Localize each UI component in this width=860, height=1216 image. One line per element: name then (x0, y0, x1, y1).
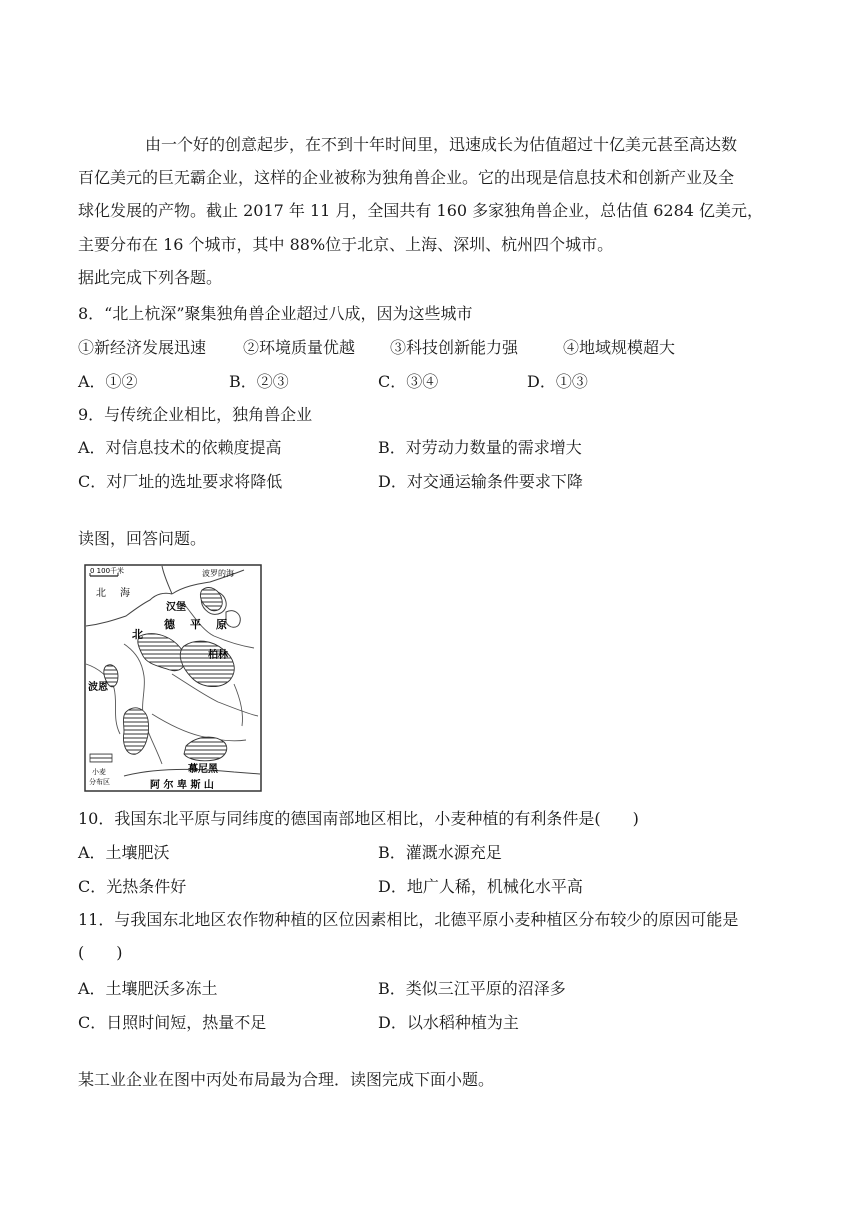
final-question-intro: 某工业企业在图中丙处布局最为合理．读图完成下面小题。 (78, 1070, 495, 1089)
legend-label-1: 小麦 (92, 768, 106, 776)
label-plain-4: 原 (216, 618, 227, 631)
label-plain-3: 平 (190, 618, 201, 631)
q11-option-c[interactable]: C．日照时间短，热量不足 (78, 1013, 267, 1032)
q10-stem: 10．我国东北平原与同纬度的德国南部地区相比，小麦种植的有利条件是( ) (78, 809, 639, 828)
q8-option-c[interactable]: C．③④ (378, 372, 439, 391)
label-hamburg: 汉堡 (166, 602, 186, 613)
label-north-sea-1: 北 (96, 588, 106, 599)
label-plain-1: 北 (132, 628, 143, 641)
q10-option-d[interactable]: D．地广人稀，机械化水平高 (378, 877, 583, 896)
q8-option-d[interactable]: D．①③ (527, 372, 588, 391)
q11-option-d[interactable]: D．以水稻种植为主 (378, 1013, 519, 1032)
q8-stem: 8．“北上杭深”聚集独角兽企业超过八成，因为这些城市 (78, 304, 473, 323)
q9-stem: 9．与传统企业相比，独角兽企业 (78, 405, 313, 424)
label-munich: 慕尼黑 (188, 764, 218, 775)
q11-option-b[interactable]: B．类似三江平原的沼泽多 (378, 979, 566, 998)
legend-swatch (90, 754, 112, 762)
intro-line-4: 主要分布在 16 个城市，其中 88%位于北京、上海、深圳、杭州四个城市。 (78, 235, 614, 254)
q10-option-b[interactable]: B．灌溉水源充足 (378, 843, 502, 862)
label-plain-2: 德 (164, 618, 175, 631)
q10-option-c[interactable]: C．光热条件好 (78, 877, 187, 896)
q9-option-b[interactable]: B．对劳动力数量的需求增大 (378, 438, 582, 457)
q9-option-d[interactable]: D．对交通运输条件要求下降 (378, 472, 583, 491)
scale-label: 0 100千米 (90, 567, 125, 575)
label-bonn: 波恩 (88, 682, 108, 693)
legend-label-2: 分布区 (89, 778, 110, 786)
intro-line-1: 由一个好的创意起步，在不到十年时间里，迅速成长为估值超过十亿美元甚至高达数 (145, 135, 738, 154)
q8-item-1: ①新经济发展迅速 (78, 338, 207, 357)
q8-option-a[interactable]: A．①② (78, 372, 138, 391)
q9-option-a[interactable]: A．对信息技术的依赖度提高 (78, 438, 282, 457)
q11-stem-line-2: ( ) (78, 943, 123, 962)
intro-line-2: 百亿美元的巨无霸企业，这样的企业被称为独角兽企业。它的出现是信息技术和创新产业及全 (78, 168, 735, 187)
label-north-sea-2: 海 (120, 588, 130, 599)
q11-stem-line-1: 11．与我国东北地区农作物种植的区位因素相比，北德平原小麦种植区分布较少的原因可能是 (78, 910, 739, 929)
label-baltic-sea: 波罗的海 (202, 569, 234, 578)
q8-item-3: ③科技创新能力强 (390, 338, 519, 357)
intro-instruction: 据此完成下列各题。 (78, 268, 223, 287)
label-berlin: 柏林 (208, 650, 228, 661)
map-intro: 读图，回答问题。 (78, 529, 207, 548)
q8-item-4: ④地域规模超大 (563, 338, 676, 357)
label-alps: 阿 尔 卑 斯 山 (150, 780, 214, 791)
q11-option-a[interactable]: A．土壤肥沃多冻土 (78, 979, 218, 998)
intro-line-3: 球化发展的产物。截止 2017 年 11 月，全国共有 160 多家独角兽企业，总估值 6284 亿美元， (78, 201, 764, 220)
q10-option-a[interactable]: A．土壤肥沃 (78, 843, 170, 862)
germany-wheat-map (84, 564, 262, 792)
q9-option-c[interactable]: C．对厂址的选址要求将降低 (78, 472, 283, 491)
q8-option-b[interactable]: B．②③ (229, 372, 289, 391)
q8-item-2: ②环境质量优越 (243, 338, 356, 357)
